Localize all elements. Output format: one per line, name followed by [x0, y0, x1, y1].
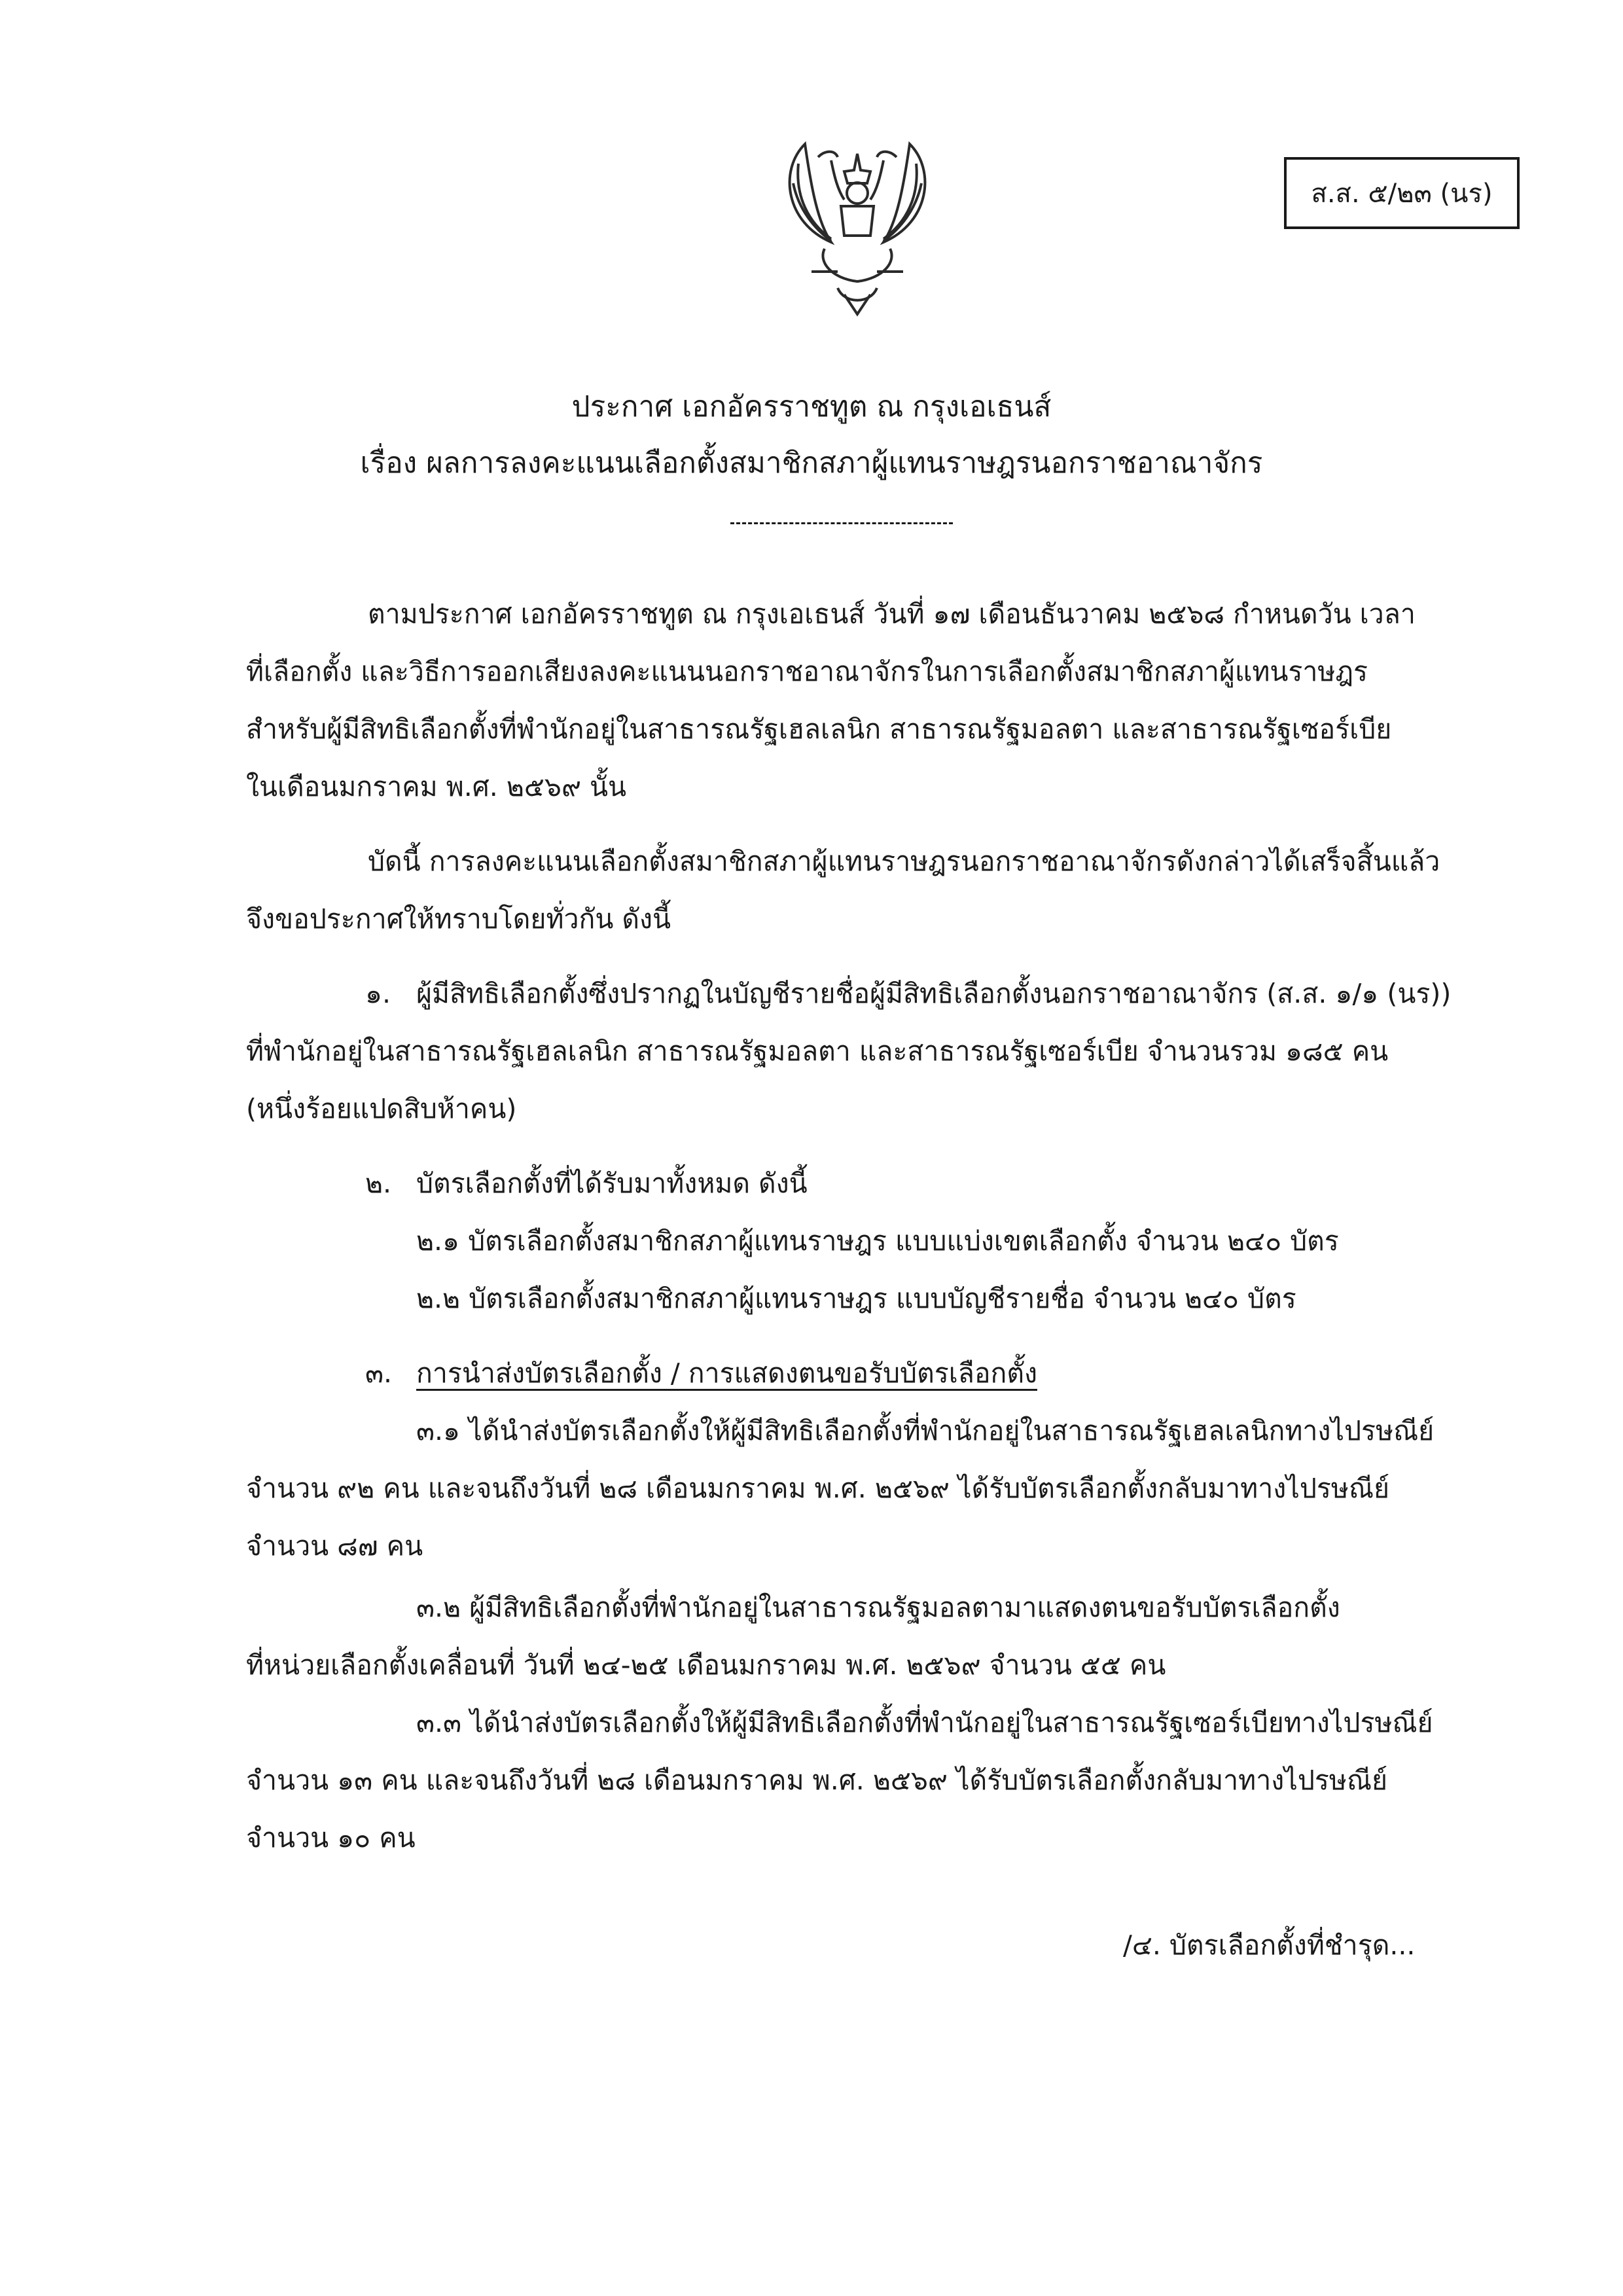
form-code: ส.ส. ๕/๒๓ (นร) — [1311, 179, 1493, 209]
announcement-line: จึงขอประกาศให้ทราบโดยทั่วกัน ดังนี้ — [246, 903, 671, 935]
section-2-number: ๒. — [365, 1168, 392, 1199]
section-1-line: ผู้มีสิทธิเลือกตั้งซึ่งปรากฏในบัญชีรายชื่อผู้มีสิทธิเลือกตั้งนอกราชอาณาจักร (ส.ส. ๑/๑ (นร)) — [416, 978, 1452, 1009]
garuda-emblem-icon — [759, 131, 955, 327]
intro-line: ในเดือนมกราคม พ.ศ. ๒๕๖๙ นั้น — [246, 771, 627, 802]
intro-line: ที่เลือกตั้ง และวิธีการออกเสียงลงคะแนนนอกราชอาณาจักรในการเลือกตั้งสมาชิกสภาผู้แทนราษฎร — [246, 656, 1368, 687]
section-3-number: ๓. — [365, 1357, 393, 1389]
section-3-3-line: จำนวน ๑๐ คน — [246, 1822, 416, 1854]
announcement-subject: เรื่อง ผลการลงคะแนนเลือกตั้งสมาชิกสภาผู้แทนราษฎรนอกราชอาณาจักร — [360, 446, 1263, 480]
section-2-item: ๒.๒ บัตรเลือกตั้งสมาชิกสภาผู้แทนราษฎร แบบบัญชีรายชื่อ จำนวน ๒๔๐ บัตร — [416, 1283, 1296, 1314]
section-1-line: (หนึ่งร้อยแปดสิบห้าคน) — [246, 1093, 517, 1124]
section-1-line: ที่พำนักอยู่ในสาธารณรัฐเฮลเลนิก สาธารณรัฐมอลตา และสาธารณรัฐเซอร์เบีย จำนวนรวม ๑๘๕ คน — [246, 1035, 1389, 1067]
section-3-3-line: จำนวน ๑๓ คน และจนถึงวันที่ ๒๘ เดือนมกราคม พ.ศ. ๒๕๖๙ ได้รับบัตรเลือกตั้งกลับมาทางไปรษณีย์ — [246, 1765, 1388, 1796]
intro-line: ตามประกาศ เอกอัครราชทูต ณ กรุงเอเธนส์ วันที่ ๑๗ เดือนธันวาคม ๒๕๖๘ กำหนดวัน เวลา — [368, 598, 1416, 630]
title-separator — [730, 522, 953, 524]
section-3-1-line: จำนวน ๙๒ คน และจนถึงวันที่ ๒๘ เดือนมกราคม พ.ศ. ๒๕๖๙ ได้รับบัตรเลือกตั้งกลับมาทางไปรษณีย์ — [246, 1473, 1390, 1504]
continuation-note: /๔. บัตรเลือกตั้งที่ชำรุด... — [1123, 1929, 1416, 1961]
section-3-1-line: ๓.๑ ได้นำส่งบัตรเลือกตั้งให้ผู้มีสิทธิเลือกตั้งที่พำนักอยู่ในสาธารณรัฐเฮลเลนิกทางไปรษณีย์ — [416, 1415, 1435, 1446]
section-1-number: ๑. — [365, 978, 391, 1009]
announcement-line: บัดนี้ การลงคะแนนเลือกตั้งสมาชิกสภาผู้แทนราษฎรนอกราชอาณาจักรดังกล่าวได้เสร็จสิ้นแล้ว — [368, 846, 1440, 877]
section-2-heading: บัตรเลือกตั้งที่ได้รับมาทั้งหมด ดังนี้ — [416, 1168, 808, 1199]
section-3-1-line: จำนวน ๘๗ คน — [246, 1530, 423, 1562]
section-3-2-line: ๓.๒ ผู้มีสิทธิเลือกตั้งที่พำนักอยู่ในสาธารณรัฐมอลตามาแสดงตนขอรับบัตรเลือกตั้ง — [416, 1592, 1340, 1623]
section-2-item: ๒.๑ บัตรเลือกตั้งสมาชิกสภาผู้แทนราษฎร แบบแบ่งเขตเลือกตั้ง จำนวน ๒๔๐ บัตร — [416, 1225, 1339, 1257]
section-3-3-line: ๓.๓ ได้นำส่งบัตรเลือกตั้งให้ผู้มีสิทธิเลือกตั้งที่พำนักอยู่ในสาธารณรัฐเซอร์เบียทางไปรษณีย์ — [416, 1707, 1433, 1738]
form-code-box — [1284, 157, 1520, 229]
intro-line: สำหรับผู้มีสิทธิเลือกตั้งที่พำนักอยู่ในสาธารณรัฐเฮลเลนิก สาธารณรัฐมอลตา และสาธารณรัฐเซอร์เบีย — [246, 713, 1392, 745]
section-3-2-line: ที่หน่วยเลือกตั้งเคลื่อนที่ วันที่ ๒๔-๒๕ เดือนมกราคม พ.ศ. ๒๕๖๙ จำนวน ๕๕ คน — [246, 1649, 1166, 1681]
section-3-heading: การนำส่งบัตรเลือกตั้ง / การแสดงตนขอรับบัตรเลือกตั้ง — [416, 1357, 1037, 1389]
announcement-title: ประกาศ เอกอัครราชทูต ณ กรุงเอเธนส์ — [571, 390, 1052, 423]
